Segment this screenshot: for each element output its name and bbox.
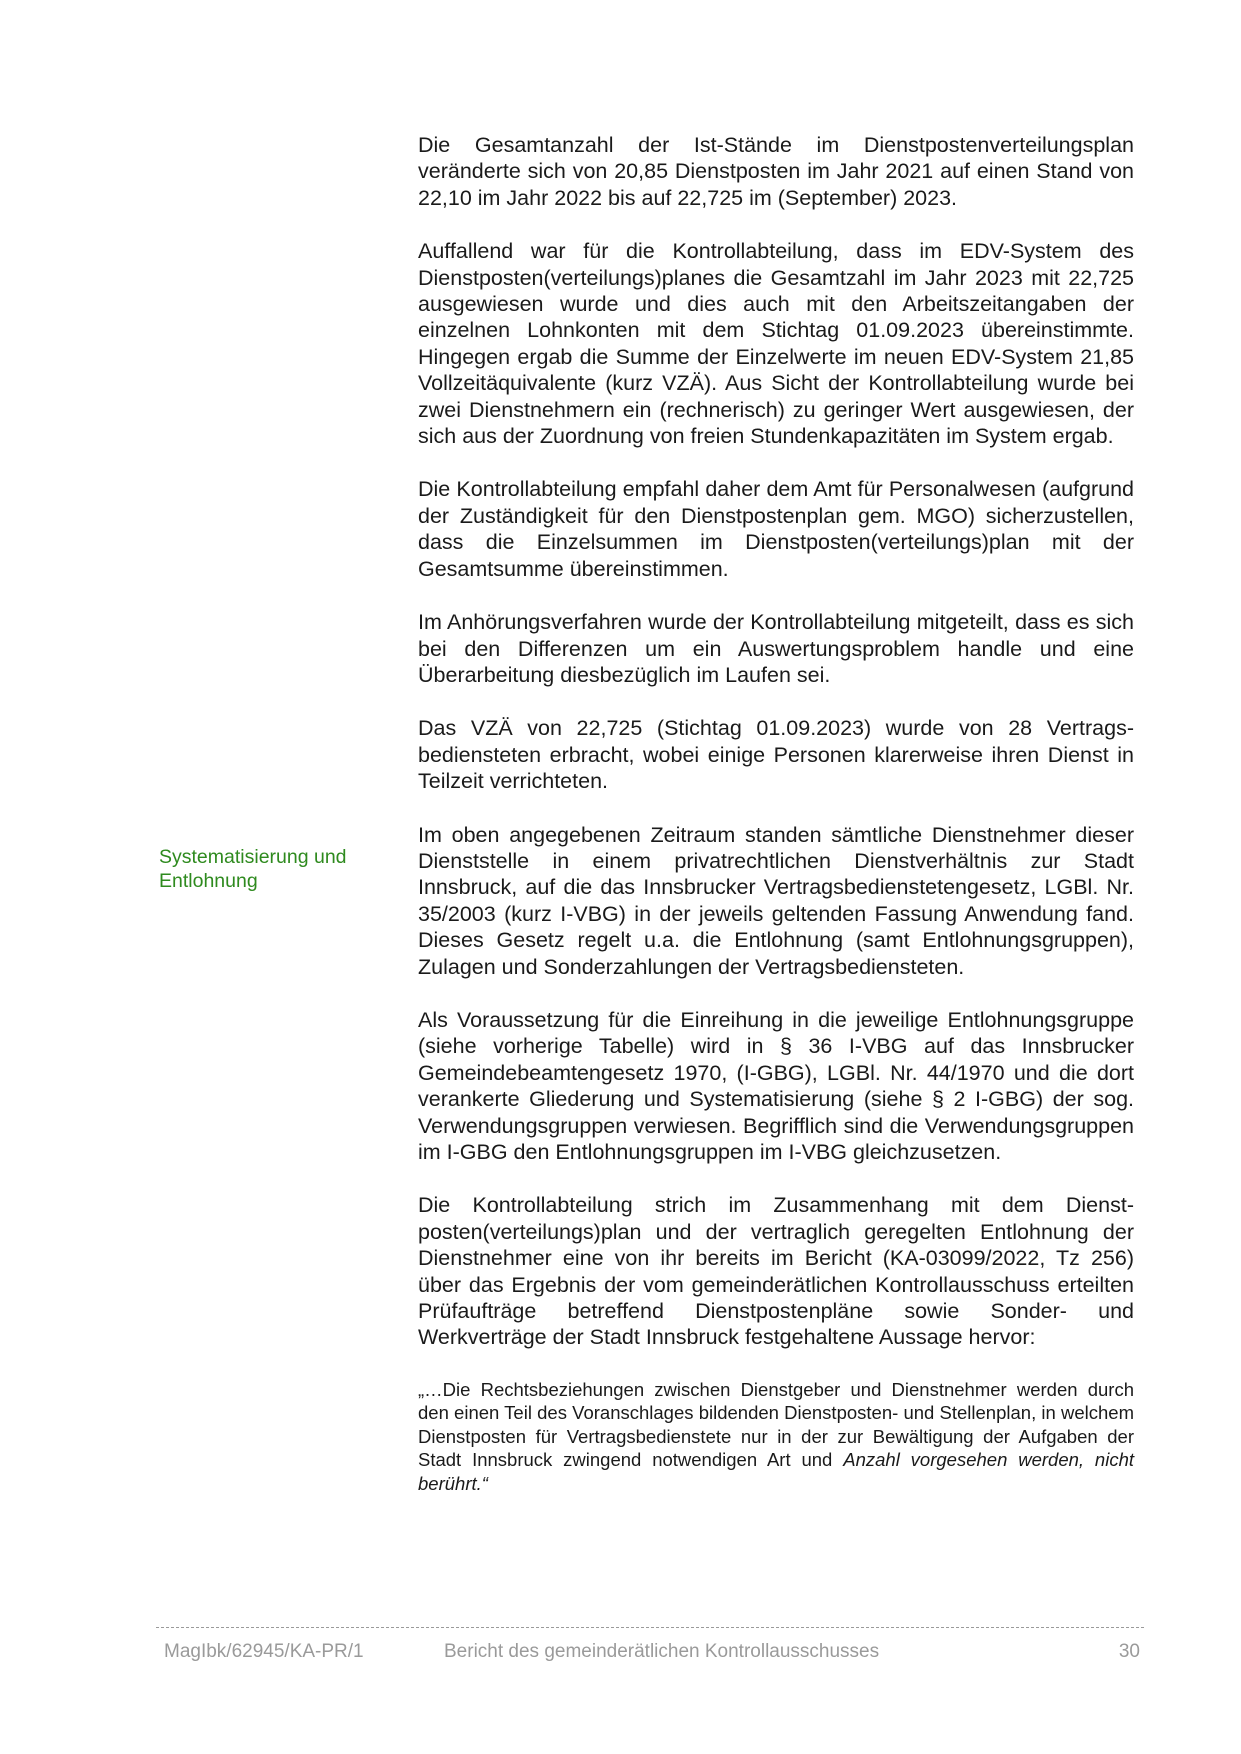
footer-title: Bericht des gemeinderätlichen Kontrollausschusses (444, 1641, 880, 1662)
paragraph-bericht-verweis: Die Kontrollabteilung strich im Zusammenhang mit dem Dienstposten(verteilungs)plan und der vertraglich geregelten Entlohnung der Dienstnehmer eine von ihr bereits im Bericht (KA-03099/2022, Tz 256) über das Ergebnis der vom gemeinderätlichen Kontrollausschuss erteilten Prüfaufträge betreffend Dienstpostenpläne sowie Sonder- und Werkverträge der Stadt Innsbruck festgehaltene Aussage hervor: (418, 1193, 1134, 1350)
side-note-line-1: Systematisierung und (159, 846, 347, 868)
paragraph-empfehlung: Die Kontrollabteilung empfahl daher dem Amt für Personalwesen (aufgrund der Zuständigkeit für den Dienstpostenplan gem. MGO) sicherzustellen, dass die Einzelsummen im Dienstposten(verteilungs)plan mit der Gesamtsumme übereinstimmen. (418, 477, 1134, 581)
side-note-line-2: Entlohnung (159, 870, 258, 892)
footer-reference: MagIbk/62945/KA-PR/1 (164, 1641, 364, 1662)
main-text-column (418, 132, 1134, 1495)
block-quote (418, 1378, 1134, 1496)
side-note-heading (159, 845, 379, 893)
quote-text: „…Die Rechtsbeziehungen zwischen Dienstgeber und Dienstnehmer werden durch den einen Teil des Voranschlages bildenden Dienstposten- und Stellenplan, in welchem Dienstposten für Vertragsbedienstete nur in der zur Bewältigung der Aufgaben der Stadt Innsbruck zwingend notwendigen Art und (418, 1378, 1134, 1471)
paragraph-anhoerung: Im Anhörungsverfahren wurde der Kontrollabteilung mitgeteilt, dass es sich bei den Differenzen um ein Auswertungsproblem handle und eine Überarbeitung diesbezüglich im Laufen sei. (418, 610, 1134, 687)
paragraph-ist-staende: Die Gesamtanzahl der Ist-Stände im Dienstpostenverteilungsplan veränderte sich von 20,85 Dienstposten im Jahr 2021 auf einen Stand von 22,10 im Jahr 2022 bis auf 22,725 im (September) 2023. (418, 133, 1134, 210)
paragraph-edv-system: Auffallend war für die Kontrollabteilung, dass im EDV-System des Dienstposten(verteilungs)planes die Gesamtzahl im Jahr 2023 mit 22,725 ausgewiesen wurde und dies auch mit den Arbeitszeitangaben der einzelnen Lohnkonten mit dem Stichtag 01.09.2023 übereinstimmte. Hingegen ergab die Summe der Einzelwerte im neuen EDV-System 21,85 Vollzeitäquivalente (kurz VZÄ). Aus Sicht der Kontrollabteilung wurde bei zwei Dienstnehmern ein (rechnerisch) zu geringer Wert ausgewiesen, der sich aus der Zuordnung von freien Stundenkapazitäten im System ergab. (418, 239, 1134, 449)
quote-italic-tail: Anzahl vorgesehen werden, nicht berührt.“ (418, 1449, 1134, 1494)
page-number: 30 (1118, 1641, 1140, 1662)
paragraph-dienstverhaeltnis: Im oben angegebenen Zeitraum standen sämtliche Dienstnehmer dieser Dienststelle in einem privatrechtlichen Dienstverhältnis zur Stadt Innsbruck, auf die das Innsbrucker Vertragsbedienstetengesetz, LGBl. Nr. 35/2003 (kurz I-VBG) in der jeweils geltenden Fassung Anwendung fand. Dieses Gesetz regelt u.a. die Entlohnung (samt Entlohnungsgruppen), Zulagen und Sonderzahlungen der Vertragsbediensteten. (418, 822, 1134, 979)
paragraph-vzae: Das VZÄ von 22,725 (Stichtag 01.09.2023) wurde von 28 Vertragsbediensteten erbracht, wobei einige Personen klarerweise ihren Dienst in Teilzeit verrichteten. (418, 716, 1134, 794)
paragraph-einreihung: Als Voraussetzung für die Einreihung in die jeweilige Entlohnungsgruppe (siehe vorherige Tabelle) wird in § 36 I-VBG auf das Innsbrucker Gemeindebeamtengesetz 1970, (I-GBG), LGBl. Nr. 44/1970 und die dort verankerte Gliederung und Systematisierung (siehe § 2 I-GBG) der sog. Verwendungsgruppen verwiesen. Begrifflich sind die Verwendungsgruppen im I-GBG den Entlohnungsgruppen im I-VBG gleichzusetzen. (418, 1007, 1134, 1164)
footer-divider (156, 1627, 1144, 1628)
